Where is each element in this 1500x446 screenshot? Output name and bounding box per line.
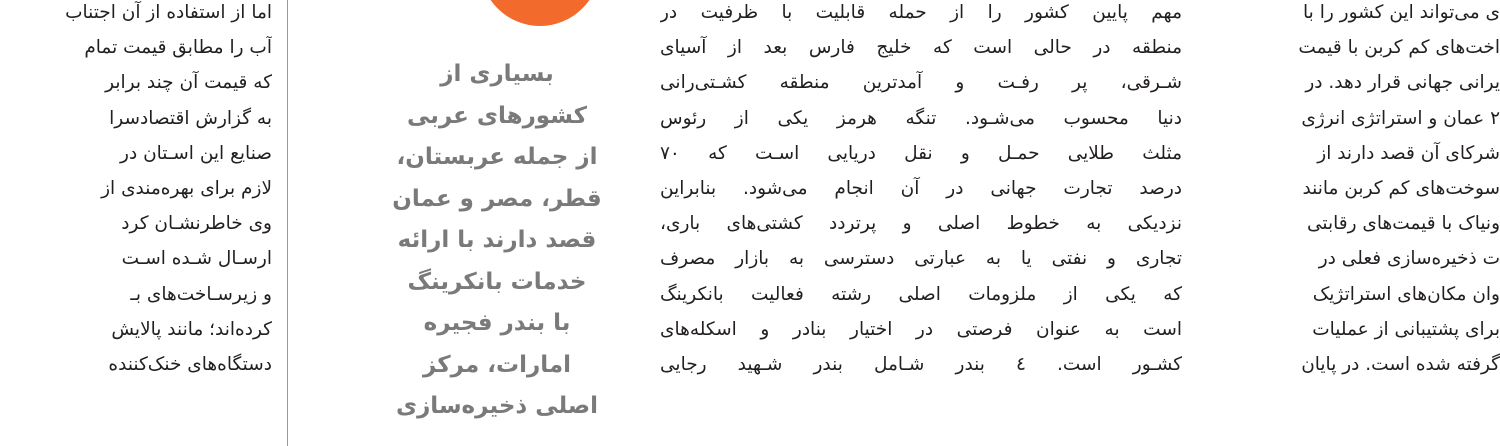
pull-quote-line: بسیاری از (440, 61, 554, 87)
text-line: منطقه در حالی است که خلیج فارس بعد از آسیای (660, 37, 1182, 59)
text-line: اما از استفاده از آن اجتناب (65, 2, 272, 23)
pull-quote-line: از جمله عربستان، (396, 144, 598, 170)
text-line: برای پشتیبانی از عملیات (1312, 318, 1500, 340)
text-line: ۲ عمان و استراتژی انرژی (1301, 107, 1500, 129)
text-line: اخت‌های کم کربن با قیمت (1298, 37, 1500, 59)
column-divider (287, 0, 288, 446)
text-line: دستگاه‌های خنک‌کننده (108, 353, 272, 375)
text-line: وی خاطرنشـان کرد (121, 213, 272, 235)
article-column-right (1222, 0, 1500, 446)
text-line: آب را مطابق قیمت تمام (84, 37, 272, 59)
text-line: به گزارش اقتصادسرا (109, 107, 272, 129)
text-line: ی می‌تواند این کشور را با (1303, 2, 1500, 23)
text-line (660, 382, 1182, 417)
text-line: نزدیکی به خطوط اصلی و پرتردد کشتی‌های باری، (660, 213, 1182, 235)
text-line (0, 382, 272, 417)
text-line: سوخت‌های کم کربن مانند (1302, 177, 1500, 199)
text-line: ت ذخیره‌سازی فعلی در (1318, 248, 1500, 270)
text-line: کرده‌اند؛ مانند پالایش (111, 318, 272, 340)
article-column-left (0, 0, 272, 446)
text-line: است به عنوان فرصتی در اختیار بنادر و اسکله‌های (660, 318, 1182, 340)
pull-quote-line: اصلی ذخیره‌سازی (395, 393, 598, 419)
text-line: شـرقی، پر رفـت و آمدترین منطقه کشـتی‌رانی (660, 72, 1182, 94)
text-line: مثلث طلایی حمـل و نقل دریایی اسـت که ۷۰ (660, 142, 1182, 164)
text-line: لازم برای بهره‌مندی از (101, 177, 272, 199)
text-line: صنایع این اسـتان در (120, 142, 272, 164)
text-line: یرانی جهانی قرار دهد. در (1305, 72, 1500, 94)
text-line: که قیمت آن چند برابر (105, 72, 272, 94)
pull-quote-line: قطر، مصر و عمان (392, 185, 602, 212)
text-line (1222, 382, 1500, 417)
text-line: درصد تجارت جهانی در آن انجام می‌شود. بنابراین (660, 177, 1182, 199)
pull-quote-line: کشورهای عربی (406, 102, 588, 129)
text-line: که یکی از ملزومات اصلی رشته فعالیت بانکرینگ (660, 283, 1182, 305)
pull-quote (392, 54, 602, 446)
pull-quote-line: خدمات بانکرینگ (407, 268, 587, 295)
text-line: کشـور است. ٤ بندر شـامل بندر شـهید رجایی (660, 353, 1182, 375)
text-line: و زیرسـاخت‌های بـ (130, 283, 272, 305)
pull-quote-line (392, 428, 602, 446)
text-line: مهم پایین کشور را از حمله قابلیت با ظرفیت در (660, 2, 1182, 23)
text-line: وان مکان‌های استراتژیک (1312, 283, 1500, 305)
pull-quote-line: امارات، مرکز (423, 351, 571, 378)
text-line: ونیاک با قیمت‌های رقابتی (1306, 213, 1500, 235)
text-line: ارسـال شـده اسـت (121, 248, 272, 270)
text-line: تجاری و نفتی یا به عبارتی دسترسی به بازار مصرف (660, 248, 1182, 270)
pull-quote-line: قصد دارند با ارائه (397, 227, 597, 253)
text-line: شرکای آن قصد دارند از (1317, 142, 1500, 164)
pull-quote-line: با بندر فجیره (423, 310, 571, 336)
text-line: گرفته شده است. در پایان (1301, 353, 1500, 375)
text-line: دنیا محسوب می‌شـود. تنگه هرمز یکی از رئوس (660, 107, 1182, 129)
article-column-middle (660, 0, 1182, 446)
orange-decorative-shape (480, 0, 600, 26)
